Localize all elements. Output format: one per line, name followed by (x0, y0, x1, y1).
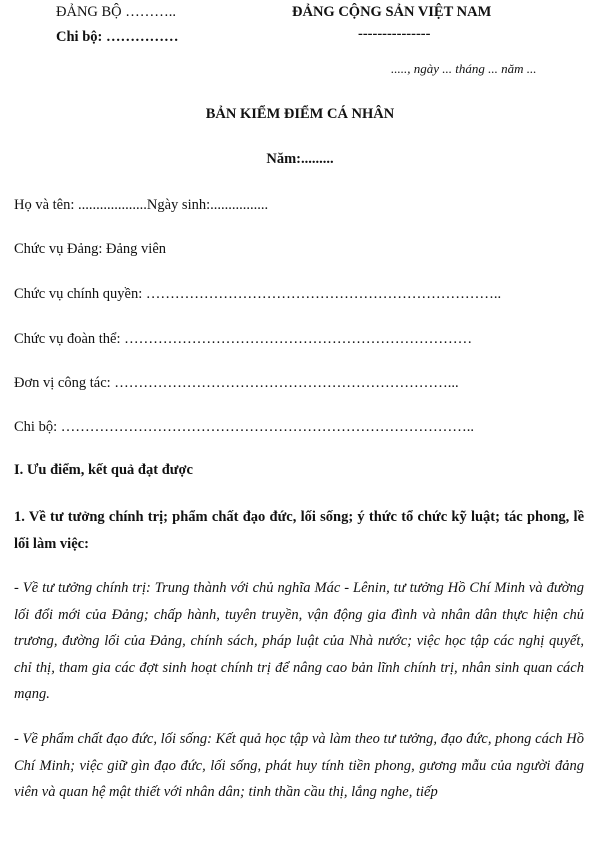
section-heading-strengths: I. Ưu điểm, kết quả đạt được (14, 462, 193, 478)
party-position-field: Chức vụ Đảng: Đảng viên (14, 241, 167, 257)
paragraph-ethics-lifestyle: - Về phẩm chất đạo đức, lối sống: Kết quả học tập và làm theo tư tưởng, đạo đức, phong cách Hồ Chí Minh; việc giữ gìn đạo đức, lối sống, phát huy tính tiền phong, gương mẫu của người đảng viên và quan hệ mật thiết với nhân dân; tinh thần cầu thị, lắng nghe, tiếp (14, 731, 584, 800)
year-line: Năm:......... (266, 151, 334, 167)
party-cell-header-label: Chi bộ: …………… (56, 29, 179, 45)
subsection-heading-politics: 1. Về tư tưởng chính trị; phẩm chất đạo đức, lối sống; ý thức tổ chức kỹ luật; tác phong, lề lối làm việc: (14, 509, 584, 552)
date-line: ....., ngày ... tháng ... năm ... (391, 61, 537, 76)
paragraph-political-ideology: - Về tư tưởng chính trị: Trung thành với chủ nghĩa Mác - Lênin, tư tưởng Hồ Chí Minh và đường lối đổi mới của Đảng; chấp hành, tuyên truyền, vận động gia đình và nhân dân thực hiện chủ trương, đường lối của Đảng, chính sách, pháp luật của Nhà nước; việc học tập các nghị quyết, chỉ thị, tham gia các đợt sinh hoạt chính trị để nâng cao bản lĩnh chính trị, nhân sinh quan cách mạng. (14, 580, 584, 702)
party-cell-field: Chi bộ: ………………………………………………………………………….. (14, 419, 474, 435)
union-position-field: Chức vụ đoàn thể: ……………………………………………………………… (14, 331, 473, 347)
party-name-heading: ĐẢNG CỘNG SẢN VIỆT NAM (292, 4, 492, 20)
government-position-field: Chức vụ chính quyền: ……………………………………………………………….. (14, 286, 502, 302)
header-divider: --------------- (358, 26, 431, 42)
name-dob-field: Họ và tên: ...................Ngày sinh:................ (14, 197, 269, 213)
document-title: BẢN KIỂM ĐIỂM CÁ NHÂN (205, 106, 395, 122)
work-unit-field: Đơn vị công tác: ……………………………………………………………... (14, 375, 459, 391)
party-committee-label: ĐẢNG BỘ ……….. (56, 4, 177, 20)
